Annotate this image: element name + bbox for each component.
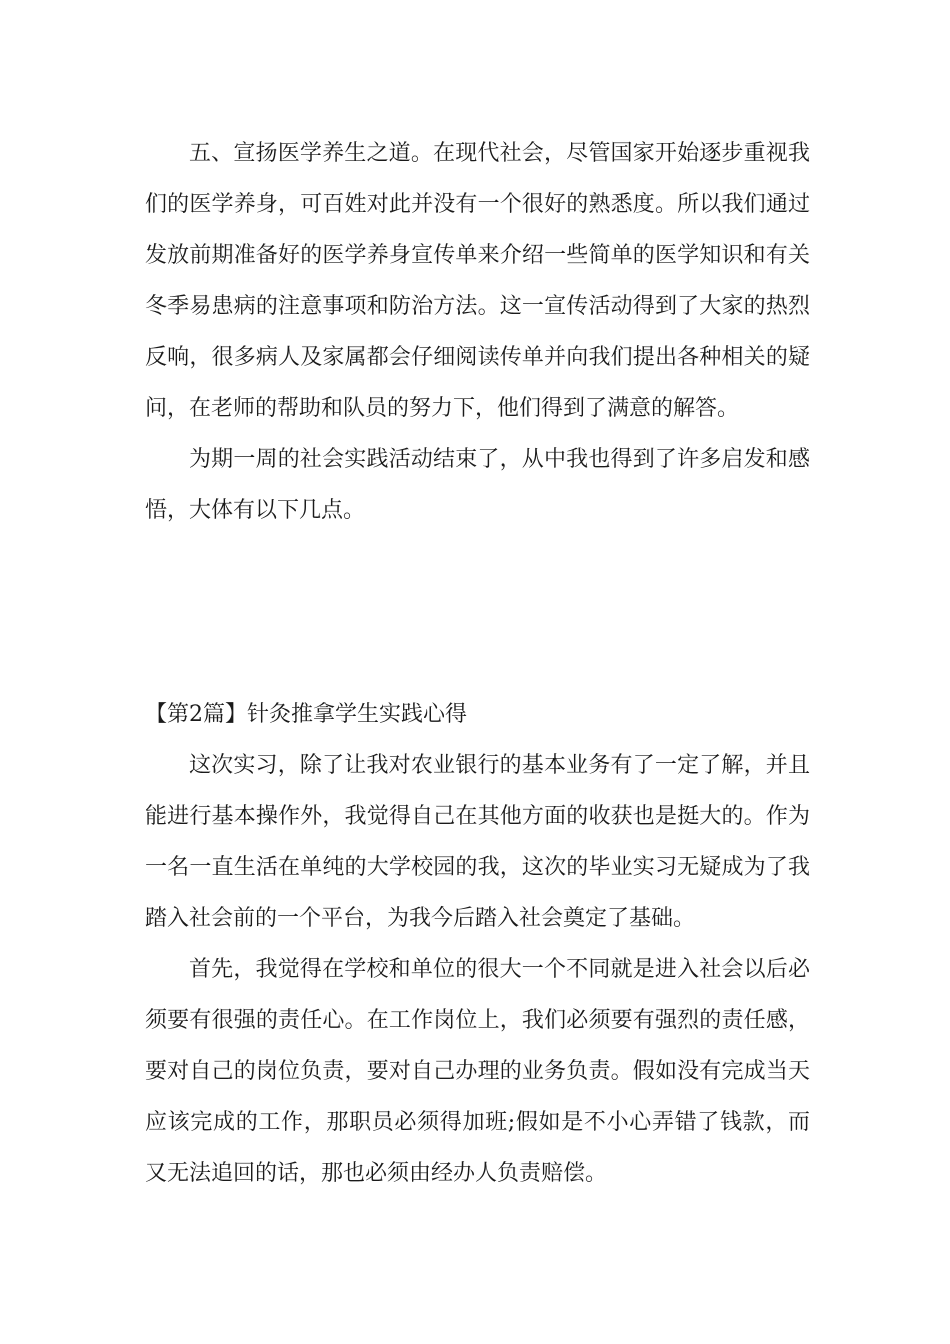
document-body (145, 128, 810, 1199)
article-heading: 【第2篇】针灸推拿学生实践心得 (145, 702, 467, 727)
section-gap (145, 536, 810, 689)
paragraph-internship: 这次实习，除了让我对农业银行的基本业务有了一定了解，并且能进行基本操作外，我觉得自己在其他方面的收获也是挺大的。作为一名一直生活在单纯的大学校园的我，这次的毕业实习无疑成为了我踏入社会前的一个平台，为我今后踏入社会奠定了基础。 (145, 753, 810, 931)
paragraph-responsibility: 首先，我觉得在学校和单位的很大一个不同就是进入社会以后必须要有很强的责任心。在工作岗位上，我们必须要有强烈的责任感，要对自己的岗位负责，要对自己办理的业务负责。假如没有完成当天应该完成的工作，那职员必须得加班;假如是不小心弄错了钱款，而又无法追回的话，那也必须由经办人负责赔偿。 (145, 957, 810, 1186)
paragraph-practice-summary: 为期一周的社会实践活动结束了，从中我也得到了许多启发和感悟，大体有以下几点。 (145, 447, 810, 523)
paragraph-health-promotion: 五、宣扬医学养生之道。在现代社会，尽管国家开始逐步重视我们的医学养身，可百姓对此并没有一个很好的熟悉度。所以我们通过发放前期准备好的医学养身宣传单来介绍一些简单的医学知识和有关冬季易患病的注意事项和防治方法。这一宣传活动得到了大家的热烈反响，很多病人及家属都会仔细阅读传单并向我们提出各种相关的疑问，在老师的帮助和队员的努力下，他们得到了满意的解答。 (145, 141, 810, 421)
